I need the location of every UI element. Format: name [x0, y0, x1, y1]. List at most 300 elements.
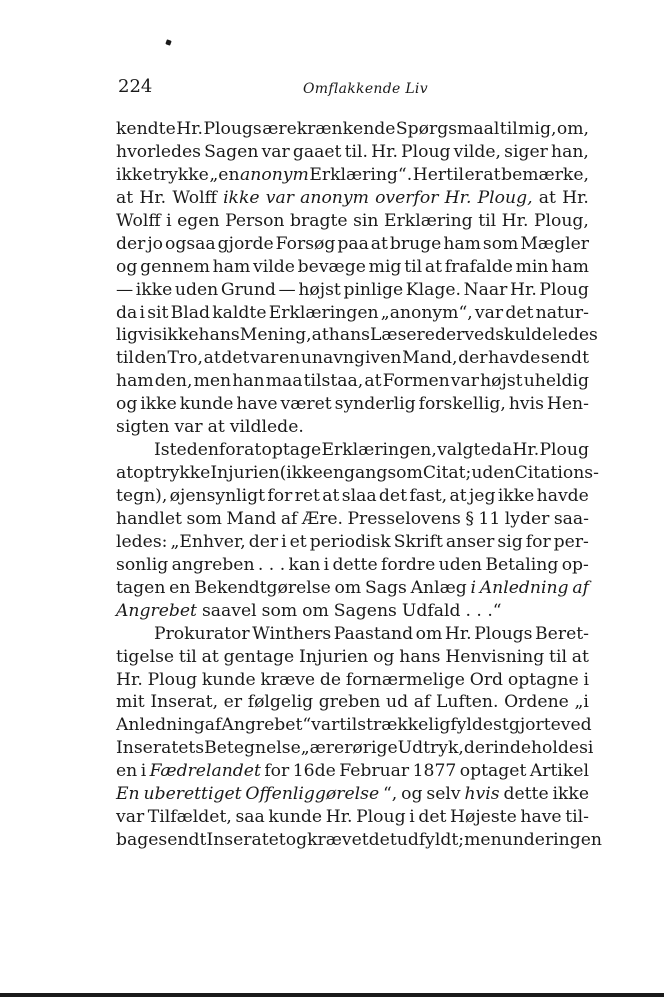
word: egen	[177, 210, 220, 231]
word: Tilfældet,	[147, 807, 232, 828]
word: i	[281, 531, 287, 552]
word: er	[223, 692, 243, 713]
word: Blad	[170, 302, 211, 323]
word: Erklæring	[384, 210, 473, 231]
word: Anledning	[116, 715, 205, 736]
word: Hr.	[501, 210, 529, 231]
word: af	[280, 508, 298, 529]
word: Formen	[382, 371, 450, 392]
word: i	[323, 554, 330, 575]
word: i	[470, 577, 476, 598]
word: at	[538, 187, 556, 208]
word: „anonym“,	[380, 302, 473, 323]
word: Højeste	[450, 807, 517, 828]
word: gaaet	[292, 141, 342, 162]
word: til	[116, 348, 134, 369]
word: at	[116, 463, 134, 484]
word: krævet	[307, 830, 369, 851]
word: Luften.	[435, 692, 499, 713]
word: fyldestgjorte	[450, 715, 561, 736]
text-line	[116, 187, 589, 210]
text-line	[116, 714, 592, 737]
word: Erklæringen	[268, 302, 379, 323]
word: Ploug,	[477, 187, 533, 208]
word: til	[478, 210, 497, 231]
word: optage	[261, 440, 322, 461]
word: ledes	[552, 325, 598, 346]
text-line	[116, 646, 589, 669]
word: og	[285, 830, 308, 851]
word: er	[464, 164, 483, 185]
word: sit	[147, 302, 169, 323]
word: dette	[332, 554, 378, 575]
word: trykke	[153, 164, 209, 185]
word: ret	[294, 486, 320, 506]
word: greben	[318, 692, 381, 713]
word: vilde	[253, 256, 295, 277]
word: skulde	[495, 325, 553, 346]
word: saa	[235, 807, 265, 828]
word: som	[186, 508, 222, 529]
word: til	[499, 119, 518, 139]
word: optrykke	[133, 463, 211, 484]
word: engang	[322, 463, 388, 484]
text-line	[116, 141, 589, 164]
word: gennem	[140, 256, 210, 277]
text-line	[116, 737, 594, 760]
word: det	[221, 348, 250, 369]
word: kaldte	[212, 302, 267, 323]
word: 1877	[412, 761, 457, 782]
word: en	[169, 577, 191, 598]
word: Betegnelse	[204, 738, 301, 759]
word: „Enhver,	[170, 531, 246, 552]
word: Anlæg	[410, 577, 467, 598]
word: men	[193, 371, 232, 392]
word: sigten	[116, 417, 170, 438]
word: gentage	[223, 646, 295, 667]
word: der	[116, 233, 146, 254]
text-line	[116, 210, 589, 233]
word: Inseratets	[116, 738, 205, 759]
word: Udtryk,	[397, 738, 464, 759]
word: sonlig	[116, 554, 169, 575]
word: i	[409, 807, 415, 828]
word: §	[465, 508, 474, 529]
text-line	[116, 554, 589, 577]
word: ledes:	[116, 531, 168, 552]
word: havde	[488, 348, 541, 369]
word: bruge	[389, 233, 442, 254]
word: Angrebet	[116, 600, 197, 621]
word: af	[413, 692, 431, 713]
word: dette	[503, 784, 549, 805]
word: at	[449, 486, 467, 506]
word: have	[520, 807, 562, 828]
word: sendt	[541, 348, 589, 369]
word: Hr.	[176, 119, 203, 139]
word: følgelig	[247, 692, 314, 713]
word: Prokurator	[154, 623, 250, 644]
word: tilstaa,	[303, 371, 364, 392]
word: ærekrænkende	[262, 119, 396, 139]
word: om	[415, 623, 443, 644]
word: at	[370, 233, 388, 254]
word: have	[236, 394, 278, 415]
word: vilde,	[453, 141, 502, 162]
word: Ploug	[539, 440, 589, 461]
word: havde	[536, 486, 589, 506]
word: anonym	[300, 187, 369, 208]
word: Anledning	[479, 577, 569, 598]
word: men	[464, 830, 502, 851]
word: hvis	[508, 394, 544, 415]
word: var	[174, 417, 203, 438]
word: som	[261, 600, 298, 621]
word: der	[248, 531, 279, 552]
word: Tro,	[167, 348, 203, 369]
word: Grund	[220, 279, 276, 300]
word: uden	[438, 554, 482, 575]
word: Angrebet“	[221, 715, 312, 736]
word: Istedenfor	[154, 440, 244, 461]
word: angreben	[171, 554, 255, 575]
word: at	[203, 348, 221, 369]
word: valgte	[437, 440, 491, 461]
word: “,	[383, 784, 398, 805]
word: forskellig,	[418, 394, 506, 415]
text-line	[116, 508, 589, 531]
word: af	[572, 577, 589, 598]
text-line	[116, 416, 589, 439]
word: været	[280, 394, 332, 415]
word: Paastand	[333, 623, 414, 644]
word: Hertil	[412, 164, 464, 185]
word: mig,	[518, 119, 557, 139]
word: til	[404, 256, 423, 277]
word: om	[302, 600, 329, 621]
word: ligvis	[116, 325, 163, 346]
word: Sagen	[204, 141, 259, 162]
word: ikke	[223, 187, 260, 208]
word: kunde	[179, 394, 234, 415]
text-line	[116, 164, 589, 187]
word: tagen	[116, 577, 166, 598]
word: da	[490, 440, 513, 461]
word: Ordene	[504, 692, 569, 713]
word: til-	[565, 807, 589, 828]
word: og	[373, 646, 395, 667]
word: i	[166, 210, 172, 231]
word: tilstrækkelig	[339, 715, 451, 736]
text-line	[116, 806, 589, 829]
word: øjensynligt	[169, 486, 266, 506]
text-line	[116, 691, 589, 714]
text-line	[116, 531, 589, 554]
word: en	[278, 348, 301, 369]
word: Spørgsmaal	[395, 119, 500, 139]
word: uden	[471, 463, 515, 484]
word: per-	[553, 531, 589, 552]
word: at	[311, 325, 329, 346]
word: Citat;	[422, 463, 472, 484]
word: at	[116, 187, 134, 208]
word: Henvisning	[445, 646, 545, 667]
text-line	[116, 324, 598, 347]
word: . . .	[257, 554, 286, 575]
word: Ploug	[356, 807, 406, 828]
word: et	[289, 531, 307, 552]
word: bragte	[290, 210, 348, 231]
word: ikke	[552, 784, 589, 805]
word: 16de	[292, 761, 336, 782]
word: Ploug	[539, 279, 589, 300]
word: Ploug,	[533, 210, 589, 231]
word: var	[450, 371, 479, 392]
ink-speck	[165, 39, 171, 45]
word: min	[515, 256, 549, 277]
word: ikke	[135, 279, 173, 300]
text-line	[116, 485, 589, 508]
word: anonym	[240, 164, 309, 185]
page-number: 224	[118, 76, 153, 97]
text-line	[116, 233, 589, 256]
word: bemærke,	[501, 164, 589, 185]
word: Læsere	[370, 325, 435, 346]
running-title: Omflakkende Liv	[303, 81, 428, 97]
text-line	[116, 462, 599, 485]
word: Hr.	[512, 440, 540, 461]
word: sin	[353, 210, 379, 231]
word: op-	[561, 554, 589, 575]
word: indeholdes	[493, 738, 588, 759]
word: det	[378, 486, 408, 506]
text-line	[116, 393, 589, 416]
word: Hr.	[116, 669, 143, 690]
word: hans	[198, 325, 240, 346]
word: uden	[174, 279, 219, 300]
word: hans	[399, 646, 441, 667]
word: Ære.	[301, 508, 343, 529]
word: Mand	[226, 508, 277, 529]
word: Offenliggørelse	[245, 784, 380, 805]
word: saa-	[553, 508, 589, 529]
body-text	[116, 118, 602, 852]
word: saavel	[201, 600, 257, 621]
text-line	[116, 600, 589, 623]
word: jeg	[468, 486, 496, 506]
word: Mægler	[520, 233, 589, 254]
word: i	[139, 302, 145, 323]
word: unavngiven	[300, 348, 402, 369]
word: ikke	[140, 394, 177, 415]
text-line	[116, 118, 589, 141]
word: ham	[443, 233, 481, 254]
word: Inseratet	[206, 830, 286, 851]
word: kunde	[201, 669, 256, 690]
bottom-border	[0, 993, 664, 997]
word: mig	[368, 256, 402, 277]
word: der	[458, 348, 488, 369]
word: hvis	[464, 784, 500, 805]
word: da	[116, 302, 138, 323]
word: han,	[551, 141, 589, 162]
word: Februar	[339, 761, 410, 782]
word: som	[482, 233, 519, 254]
text-line	[116, 279, 589, 302]
word: udfyldt;	[396, 830, 465, 851]
word: i	[583, 669, 589, 690]
text-line	[116, 829, 602, 852]
word: Mening,	[239, 325, 312, 346]
word: kunde	[268, 807, 323, 828]
word: tigelse	[116, 646, 175, 667]
word: for	[267, 486, 293, 506]
word: de	[319, 669, 342, 690]
word: natur-	[535, 302, 589, 323]
word: var	[261, 141, 290, 162]
word: Sags	[364, 577, 407, 598]
word: —	[116, 279, 134, 300]
word: fordre	[380, 554, 436, 575]
word: kan	[288, 554, 321, 575]
word: overfor	[375, 187, 439, 208]
word: Inserat,	[150, 692, 219, 713]
word: han	[232, 371, 265, 392]
text-line	[116, 370, 589, 393]
word: 11	[478, 508, 501, 529]
word: ikke	[497, 486, 535, 506]
word: Citations-	[514, 463, 599, 484]
word: Injurien	[299, 646, 369, 667]
word: pinlige	[343, 279, 404, 300]
word: Presselovens	[347, 508, 461, 529]
word: den	[134, 348, 167, 369]
word: anser	[445, 531, 495, 552]
word: ogsaa	[164, 233, 216, 254]
word: til	[549, 646, 567, 667]
word: Udfald	[401, 600, 461, 621]
word: var	[311, 715, 340, 736]
word: i	[140, 761, 147, 782]
word: af	[204, 715, 222, 736]
word: uberettiget	[143, 784, 242, 805]
word: hvorledes	[116, 141, 202, 162]
word: synderlig	[334, 394, 416, 415]
word: paa	[337, 233, 369, 254]
word: lyder	[504, 508, 550, 529]
word: kendte	[116, 119, 176, 139]
word: at	[364, 371, 382, 392]
word: Person	[225, 210, 285, 231]
word: „i	[574, 692, 589, 713]
word: og	[116, 256, 138, 277]
word: tegn),	[116, 486, 168, 506]
word: uheldig	[523, 371, 589, 392]
word: Hr.	[444, 187, 472, 208]
word: i	[587, 738, 594, 759]
text-line	[116, 256, 589, 279]
word: højst	[480, 371, 523, 392]
word: fornærmelige	[345, 669, 465, 690]
word: Hr.	[510, 279, 537, 300]
text-line	[116, 302, 589, 325]
word: bevæge	[297, 256, 366, 277]
word: „ærerørige	[300, 738, 398, 759]
text-line	[116, 577, 589, 600]
word: ham	[116, 371, 154, 392]
word: Ploug	[147, 669, 198, 690]
word: slaa	[341, 486, 377, 506]
word: Fædrelandet	[149, 761, 261, 782]
word: selv	[426, 784, 461, 805]
word: sig	[497, 531, 523, 552]
word: at	[201, 646, 219, 667]
word: Injurien	[210, 463, 280, 484]
word: var	[265, 187, 294, 208]
word: Betaling	[485, 554, 559, 575]
word: til	[178, 646, 197, 667]
word: under	[501, 830, 554, 851]
word: Hr.	[444, 623, 472, 644]
word: ham	[551, 256, 589, 277]
word: højst	[298, 279, 341, 300]
word: til.	[344, 141, 368, 162]
word: Beret-	[535, 623, 589, 644]
word: Plougs	[203, 119, 262, 139]
word: gjorde	[217, 233, 274, 254]
word: Klage.	[405, 279, 462, 300]
word: „en	[209, 164, 240, 185]
word: det	[368, 830, 397, 851]
word: for	[264, 761, 290, 782]
text-line	[116, 623, 589, 646]
word: Ploug	[401, 141, 451, 162]
word: var	[116, 807, 145, 828]
word: at	[207, 417, 225, 438]
word: at	[244, 440, 262, 461]
word: at	[424, 256, 443, 277]
word: Hr.	[325, 807, 353, 828]
word: som	[387, 463, 423, 484]
word: Plougs	[474, 623, 533, 644]
word: Ord	[469, 669, 504, 690]
word: Hr.	[139, 187, 167, 208]
word: var	[474, 302, 504, 323]
word: maa	[265, 371, 303, 392]
word: Wolff	[116, 210, 161, 231]
word: ingen	[553, 830, 602, 851]
word: frafalde	[444, 256, 513, 277]
word: Artikel	[529, 761, 589, 782]
word: handlet	[116, 508, 182, 529]
word: bagesendt	[116, 830, 207, 851]
word: Erklæring“.	[309, 164, 413, 185]
word: om,	[556, 119, 589, 139]
word: det	[505, 302, 534, 323]
word: for	[525, 531, 551, 552]
word: (ikke	[279, 463, 323, 484]
word: der	[463, 738, 494, 759]
word: hans	[328, 325, 370, 346]
word: . . .“	[465, 600, 502, 621]
word: kræve	[260, 669, 316, 690]
word: fast,	[409, 486, 448, 506]
word: Hr.	[562, 187, 589, 208]
word: Sagens	[333, 600, 397, 621]
word: og	[116, 394, 138, 415]
word: ud	[386, 692, 409, 713]
